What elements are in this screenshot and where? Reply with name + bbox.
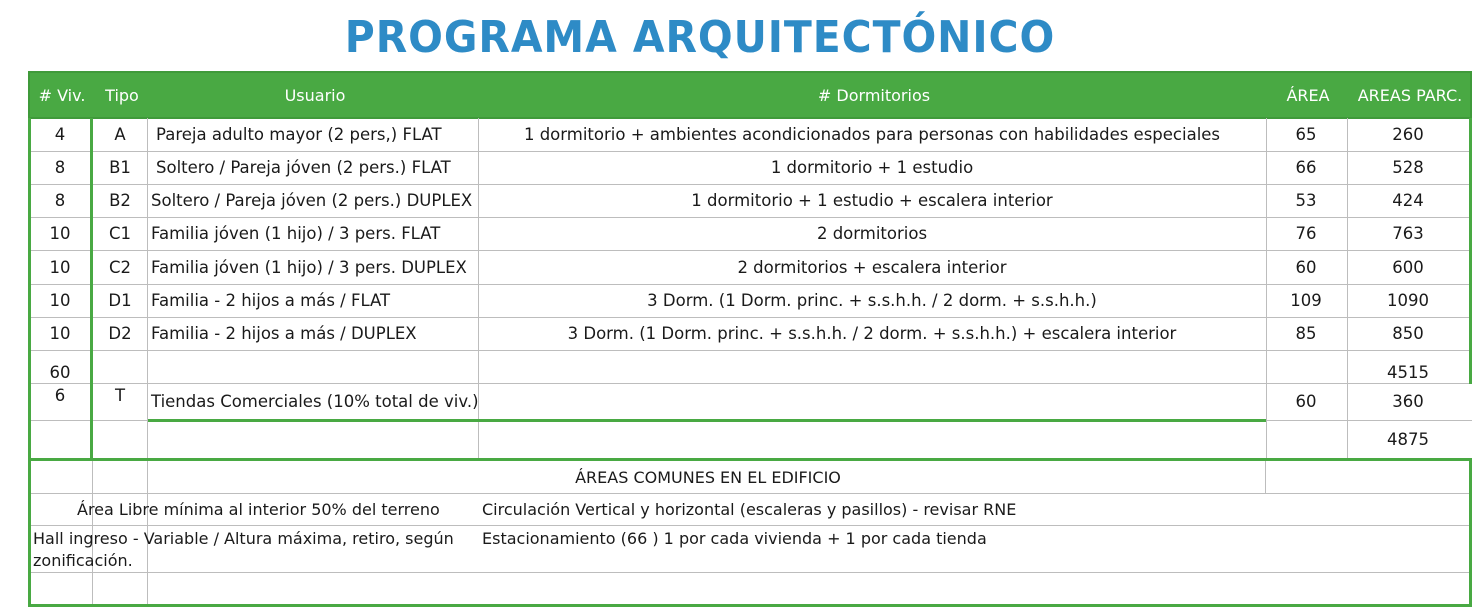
hall-text-line1: Hall ingreso - Variable / Altura máxima, retiro, según — [33, 529, 454, 548]
cell-usuario: Soltero / Pareja jóven (2 pers.) DUPLEX — [151, 191, 473, 210]
table-row — [28, 151, 1472, 184]
cell-dormitorios: 3 Dorm. (1 Dorm. princ. + s.s.h.h. / 2 dorm. + s.s.h.h.) — [647, 291, 1097, 310]
cell-area: 109 — [1290, 291, 1322, 310]
circulacion-text: Circulación Vertical y horizontal (escaleras y pasillos) - revisar RNE — [482, 500, 1017, 519]
cell-tipo: B2 — [109, 191, 131, 210]
total-row — [28, 420, 1472, 458]
cell-dormitorios: 1 dormitorio + ambientes acondicionados para personas con habilidades especiales — [523, 125, 1221, 144]
cell-usuario: Familia - 2 hijos a más / DUPLEX — [151, 324, 417, 343]
cell-dormitorios: 2 dormitorios + escalera interior — [737, 257, 1007, 277]
subtotal-row — [28, 350, 1472, 383]
cell-usuario: Soltero / Pareja jóven (2 pers.) FLAT — [156, 158, 451, 177]
cell-viv: 4 — [54, 125, 66, 144]
tiendas-area: 60 — [1295, 392, 1317, 411]
cell-tipo: C2 — [108, 257, 132, 277]
header-area: ÁREA — [1286, 85, 1330, 105]
cell-area: 85 — [1295, 324, 1317, 343]
cell-areas-parc: 763 — [1392, 224, 1424, 243]
header-dormitorios: # Dormitorios — [817, 85, 931, 105]
cell-tipo: A — [114, 125, 126, 144]
cell-tipo: B1 — [109, 158, 131, 177]
cell-areas-parc: 528 — [1392, 158, 1424, 177]
subtotal-areas-parc: 4515 — [1387, 363, 1429, 382]
cell-areas-parc: 260 — [1392, 125, 1424, 144]
areas-comunes-title: ÁREAS COMUNES EN EL EDIFICIO — [575, 468, 841, 487]
table-row — [28, 118, 1472, 151]
total-areas-parc: 4875 — [1387, 429, 1429, 449]
tiendas-areas-parc: 360 — [1392, 392, 1424, 411]
cell-area: 76 — [1295, 224, 1317, 243]
cell-usuario: Pareja adulto mayor (2 pers,) FLAT — [156, 125, 442, 144]
cell-areas-parc: 424 — [1392, 191, 1424, 210]
cell-viv: 10 — [49, 324, 71, 343]
cell-area: 60 — [1295, 257, 1317, 277]
header-tipo: Tipo — [105, 85, 139, 105]
cell-usuario: Familia - 2 hijos a más / FLAT — [151, 291, 391, 310]
cell-tipo: D2 — [108, 324, 132, 343]
cell-dormitorios: 3 Dorm. (1 Dorm. princ. + s.s.h.h. / 2 dorm. + s.s.h.h.) + escalera interior — [567, 324, 1177, 343]
cell-usuario: Familia jóven (1 hijo) / 3 pers. FLAT — [151, 224, 441, 243]
hall-text-line2: zonificación. — [33, 551, 133, 570]
table-row — [28, 217, 1472, 250]
cell-viv: 8 — [54, 158, 66, 177]
header-viv: # Viv. — [38, 85, 86, 105]
tiendas-row — [28, 383, 1472, 420]
cell-viv: 10 — [49, 257, 71, 277]
subtotal-viv: 60 — [49, 363, 71, 382]
estacionamiento-text: Estacionamiento (66 ) 1 por cada vivienda + 1 por cada tienda — [482, 529, 987, 548]
cell-dormitorios: 2 dormitorios — [816, 224, 928, 243]
cell-viv: 10 — [49, 291, 71, 310]
cell-tipo: C1 — [108, 224, 132, 243]
table-body — [28, 118, 1472, 458]
header-usuario: Usuario — [284, 85, 346, 105]
cell-area: 53 — [1295, 191, 1317, 210]
cell-viv: 8 — [54, 191, 66, 210]
cell-area: 66 — [1295, 158, 1317, 177]
cell-usuario: Familia jóven (1 hijo) / 3 pers. DUPLEX — [151, 257, 467, 277]
tiendas-usuario: Tiendas Comerciales (10% total de viv.) — [151, 392, 479, 411]
header-areas-parc: AREAS PARC. — [1357, 85, 1463, 105]
page-title: PROGRAMA ARQUITECTÓNICO — [344, 12, 1056, 63]
cell-tipo: D1 — [108, 291, 132, 310]
cell-viv: 10 — [49, 224, 71, 243]
table-row — [28, 250, 1472, 284]
table-row — [28, 317, 1472, 350]
cell-dormitorios: 1 dormitorio + 1 estudio — [770, 158, 974, 177]
table-header — [28, 71, 1472, 119]
tiendas-tipo: T — [114, 386, 126, 405]
cell-areas-parc: 850 — [1392, 324, 1424, 343]
areas-comunes-section — [28, 458, 1472, 607]
cell-areas-parc: 600 — [1392, 257, 1424, 277]
cell-dormitorios: 1 dormitorio + 1 estudio + escalera interior — [691, 191, 1053, 210]
table-row — [28, 284, 1472, 317]
tiendas-viv: 6 — [54, 386, 66, 405]
cell-areas-parc: 1090 — [1387, 291, 1429, 310]
cell-area: 65 — [1295, 125, 1317, 144]
area-libre-text: Área Libre mínima al interior 50% del terreno — [77, 500, 440, 519]
table-row — [28, 184, 1472, 217]
